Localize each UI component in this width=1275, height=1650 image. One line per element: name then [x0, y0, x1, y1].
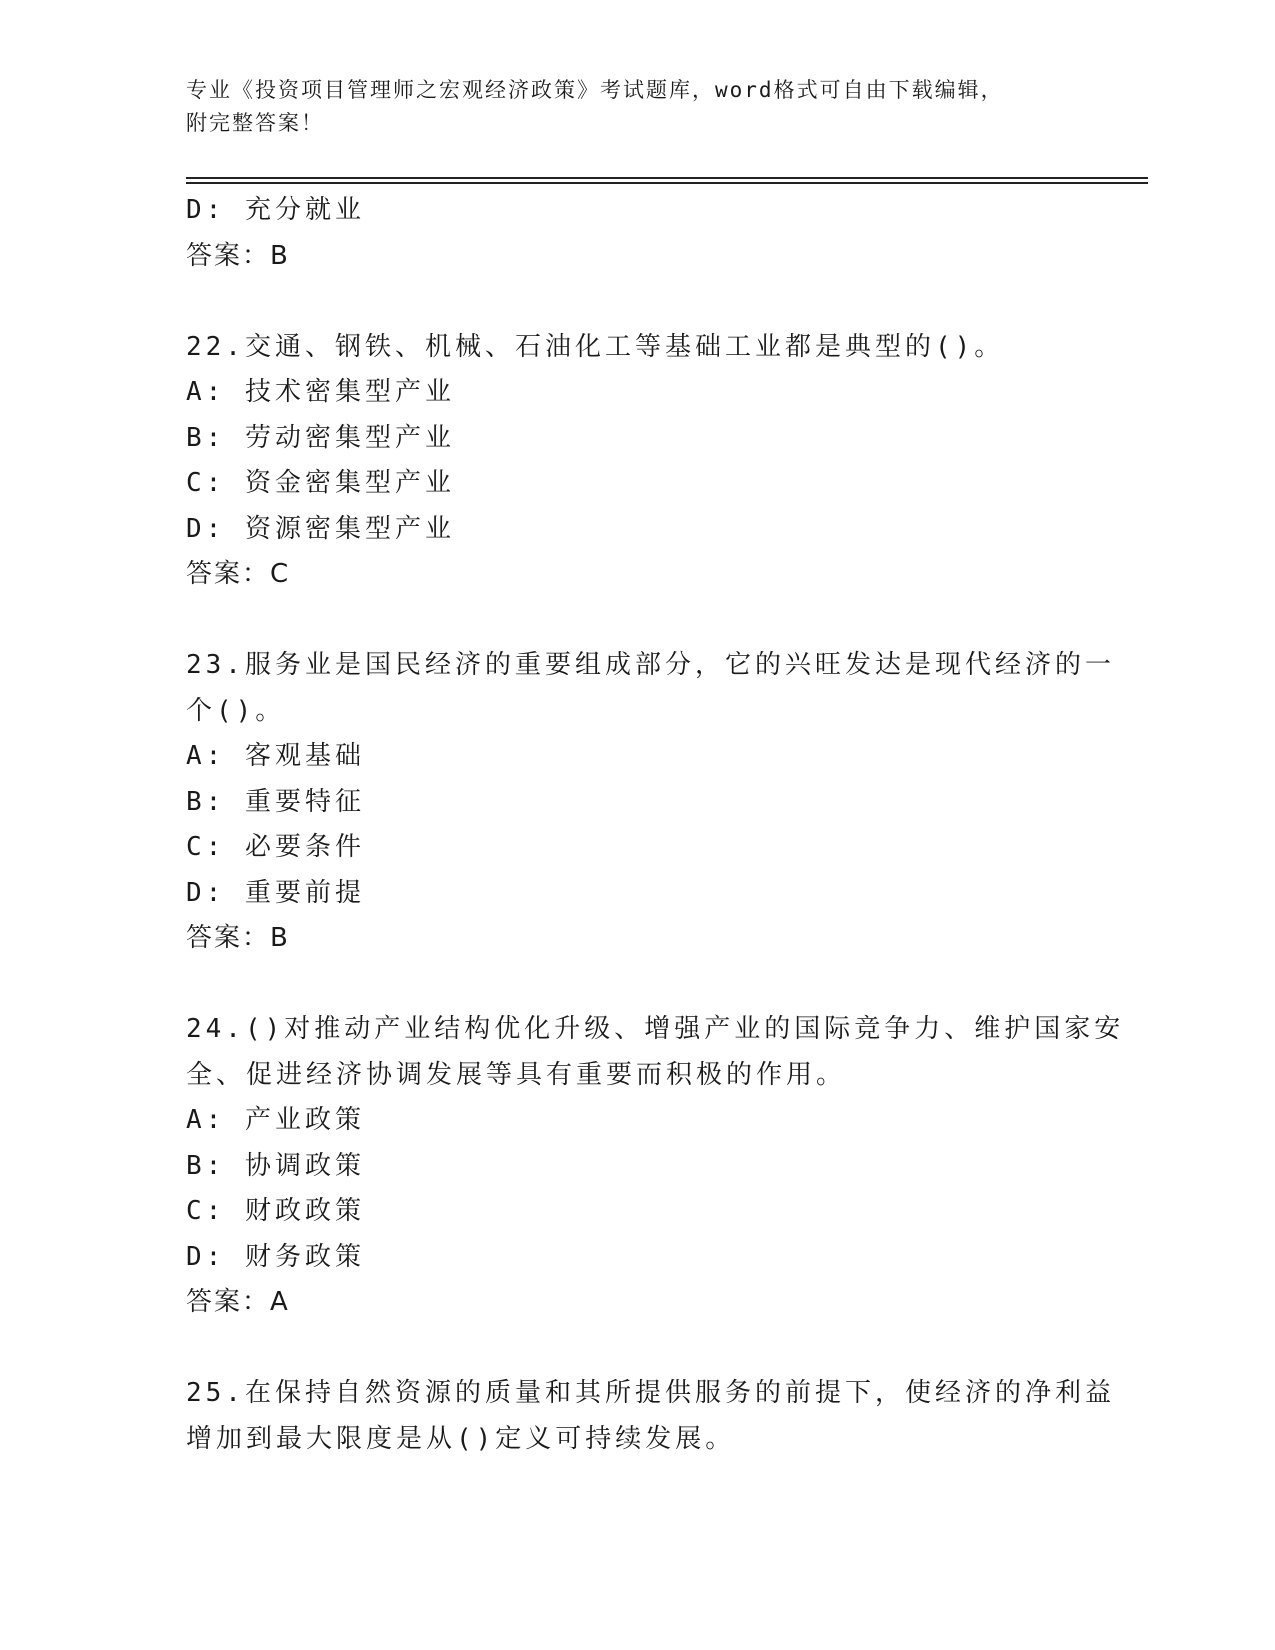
question-stem-line-1: 25.在保持自然资源的质量和其所提供服务的前提下，使经济的净利益 [186, 1378, 1115, 1408]
option-a: A: 客观基础 [186, 741, 365, 771]
answer-line: 答案：B [186, 240, 290, 271]
answer-line: 答案：B [186, 923, 290, 953]
option-a: A: 产业政策 [186, 1105, 365, 1135]
option-b: B: 重要特征 [186, 786, 365, 817]
header-line-2: 附完整答案！ [186, 111, 324, 135]
header-divider-bottom [186, 182, 1148, 184]
option-a: A: 技术密集型产业 [186, 377, 455, 407]
header-line-1: 专业《投资项目管理师之宏观经济政策》考试题库，word格式可自由下载编辑， [186, 78, 1004, 102]
spacer [186, 1326, 1086, 1372]
option-b: B: 协调政策 [186, 1150, 365, 1181]
option-b: B: 劳动密集型产业 [186, 422, 455, 453]
option-d: D: 充分就业 [186, 195, 365, 225]
header-divider-top [186, 177, 1148, 179]
question-stem-line-2: 增加到最大限度是从()定义可持续发展。 [186, 1423, 736, 1454]
option-c: C: 资金密集型产业 [186, 468, 455, 498]
spacer [186, 279, 1086, 325]
page-header [186, 74, 1086, 140]
question-stem-line-1: 24.()对推动产业结构优化升级、增强产业的国际竞争力、维护国家安 [186, 1014, 1125, 1044]
option-d: D: 重要前提 [186, 877, 365, 908]
question-stem-line-1: 23.服务业是国民经济的重要组成部分，它的兴旺发达是现代经济的一 [186, 650, 1115, 680]
spacer [186, 598, 1086, 644]
spacer [186, 962, 1086, 1008]
question-stem-line-2: 全、促进经济协调发展等具有重要而积极的作用。 [186, 1059, 847, 1090]
question-stem-line-2: 个()。 [186, 695, 286, 726]
question-list [186, 188, 1125, 1462]
answer-line: 答案：C [186, 559, 291, 589]
answer-line: 答案：A [186, 1287, 290, 1317]
option-d: D: 资源密集型产业 [186, 513, 455, 544]
option-d: D: 财务政策 [186, 1241, 365, 1272]
option-c: C: 财政政策 [186, 1196, 365, 1226]
option-c: C: 必要条件 [186, 832, 365, 862]
question-stem: 22.交通、钢铁、机械、石油化工等基础工业都是典型的()。 [186, 331, 1005, 362]
